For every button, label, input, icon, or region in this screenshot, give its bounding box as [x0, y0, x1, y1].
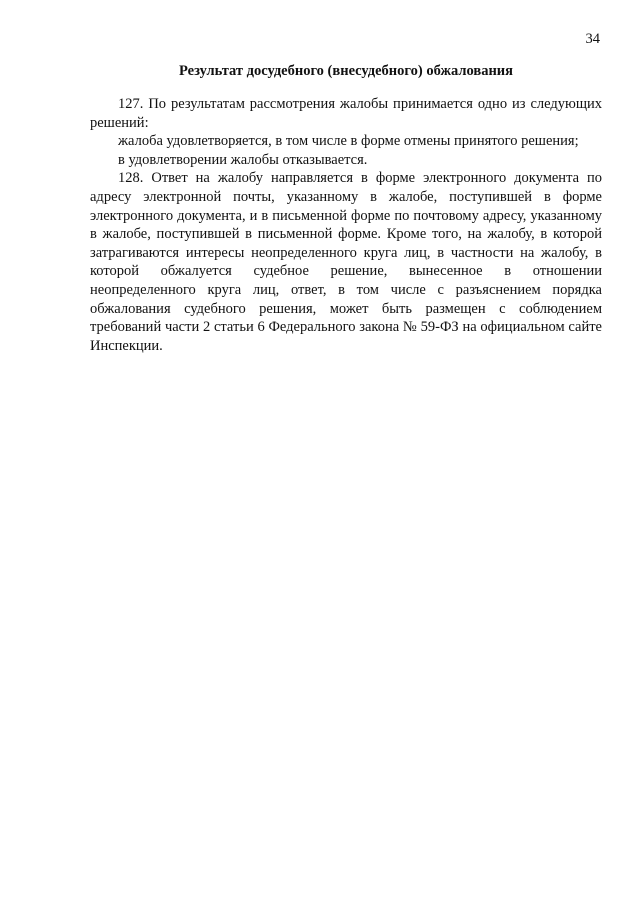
list-item-complaint-rejected: в удовлетворении жалобы отказывается.	[118, 151, 368, 168]
document-body	[90, 95, 602, 355]
section-title: Результат досудебного (внесудебного) обжалования	[178, 63, 514, 79]
list-item-complaint-satisfied: жалоба удовлетворяется, в том числе в форме отмены принятого решения;	[118, 133, 579, 150]
page-number: 34	[585, 31, 600, 47]
paragraph-128: 128. Ответ на жалобу направляется в форме электронного документа по адресу электронной почты, указанному в жалобе, поступившей в форме электронного документа, и в письменной форме по почтовому адресу, указанному в жалобе, поступившей в письменной форме. Кроме того, на жалобу, в которой затрагиваются интересы неопределенного круга лиц, в частности на жалобу, в которой обжалуется судебное решение, вынесенное в отношении неопределенного круга лиц, ответ, в том числе с разъяснением порядка обжалования судебного решения, может быть размещен с соблюдением требований части 2 статьи 6 Федерального закона № 59-ФЗ на официальном сайте Инспекции.	[90, 170, 602, 354]
paragraph-127: 127. По результатам рассмотрения жалобы принимается одно из следующих решений:	[90, 96, 602, 131]
